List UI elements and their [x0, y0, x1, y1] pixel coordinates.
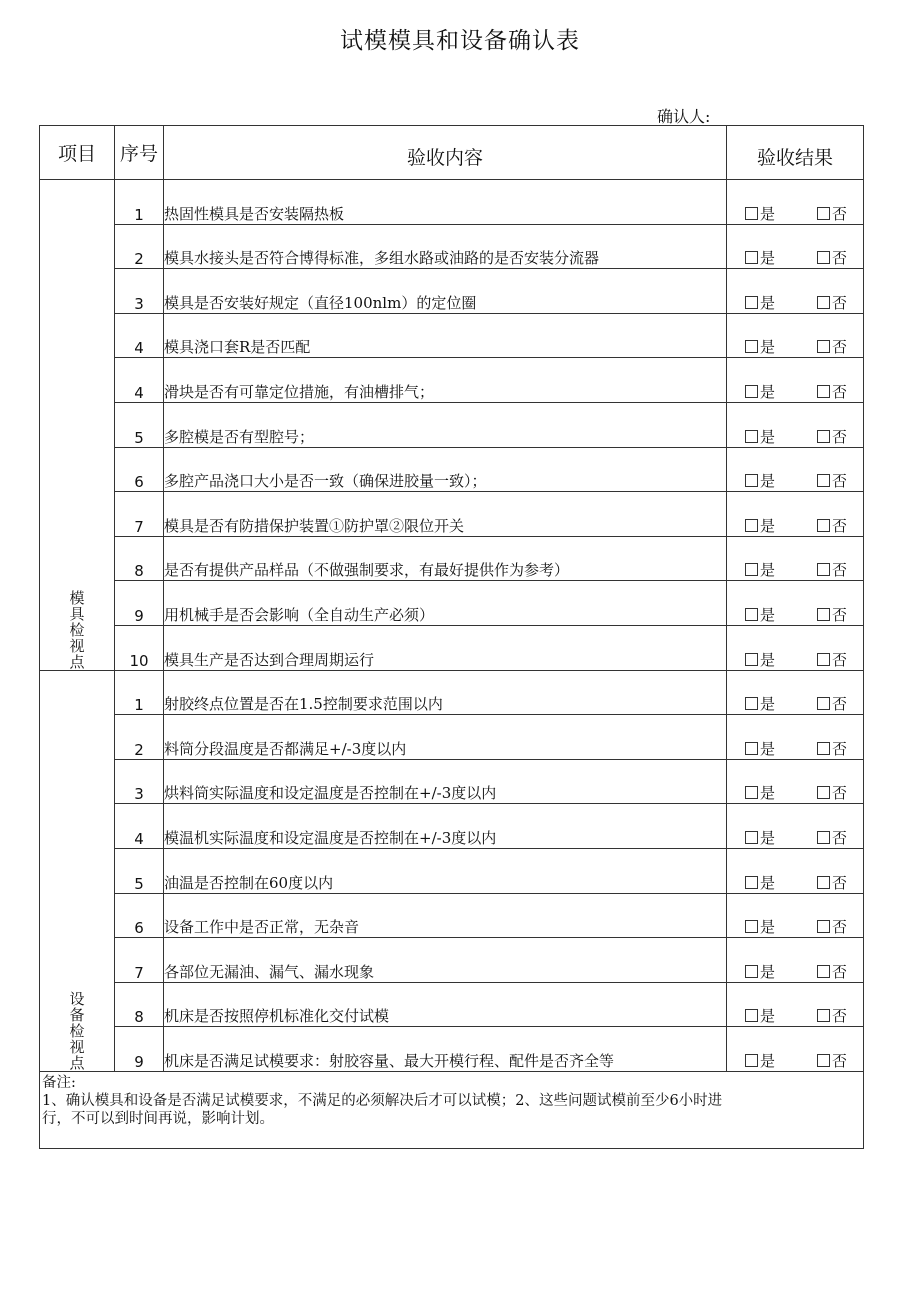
checkbox-icon[interactable] — [745, 831, 758, 844]
row-seq: 4 — [115, 313, 164, 358]
no-label: 否 — [831, 739, 847, 758]
checkbox-icon[interactable] — [745, 563, 758, 576]
row-content: 模具水接头是否符合博得标准，多组水路或油路的是否安装分流器 — [164, 224, 727, 269]
no-label: 否 — [831, 472, 847, 491]
result-options — [727, 1005, 863, 1026]
yes-option[interactable] — [745, 738, 775, 759]
checkbox-icon[interactable] — [817, 430, 830, 443]
checkbox-icon[interactable] — [817, 697, 830, 710]
table-row — [40, 1027, 864, 1072]
yes-option[interactable] — [745, 336, 775, 357]
row-result — [727, 402, 864, 447]
row-seq: 7 — [115, 492, 164, 537]
confirmer-label: 确认人: — [657, 107, 711, 126]
row-content: 油温是否控制在60度以内 — [164, 848, 727, 893]
checkbox-icon[interactable] — [745, 251, 758, 264]
table-row — [40, 224, 864, 269]
table-row — [40, 313, 864, 358]
no-label: 否 — [831, 828, 847, 847]
row-content: 滑块是否有可靠定位措施，有油槽排气； — [164, 358, 727, 403]
row-seq: 10 — [115, 625, 164, 670]
checkbox-icon[interactable] — [817, 563, 830, 576]
checkbox-icon[interactable] — [745, 385, 758, 398]
no-option[interactable] — [817, 738, 847, 759]
yes-option[interactable] — [745, 559, 775, 580]
row-seq: 5 — [115, 402, 164, 447]
header-result: 验收结果 — [727, 126, 864, 180]
yes-option[interactable] — [745, 381, 775, 402]
checkbox-icon[interactable] — [745, 742, 758, 755]
row-result — [727, 269, 864, 314]
no-label: 否 — [831, 605, 847, 624]
table-row — [40, 447, 864, 492]
checkbox-icon[interactable] — [745, 653, 758, 666]
row-result — [727, 848, 864, 893]
result-options — [727, 872, 863, 893]
table-row — [40, 804, 864, 849]
no-option[interactable] — [817, 1005, 847, 1026]
result-options — [727, 782, 863, 803]
table-row — [40, 536, 864, 581]
no-option[interactable] — [817, 515, 847, 536]
yes-label: 是 — [760, 695, 776, 714]
row-result — [727, 358, 864, 403]
row-result — [727, 715, 864, 760]
yes-label: 是 — [760, 204, 776, 223]
checkbox-icon[interactable] — [745, 296, 758, 309]
no-option[interactable] — [817, 426, 847, 447]
no-option[interactable] — [817, 203, 847, 224]
row-content: 设备工作中是否正常，无杂音 — [164, 893, 727, 938]
checkbox-icon[interactable] — [745, 1009, 758, 1022]
checkbox-icon[interactable] — [745, 876, 758, 889]
yes-label: 是 — [760, 427, 776, 446]
checkbox-icon[interactable] — [817, 251, 830, 264]
checkbox-icon[interactable] — [817, 385, 830, 398]
row-seq: 2 — [115, 224, 164, 269]
yes-option[interactable] — [745, 872, 775, 893]
no-option[interactable] — [817, 693, 847, 714]
yes-option[interactable] — [745, 426, 775, 447]
row-content: 料筒分段温度是否都满足+/-3度以内 — [164, 715, 727, 760]
checkbox-icon[interactable] — [817, 474, 830, 487]
checkbox-icon[interactable] — [745, 340, 758, 353]
result-options — [727, 247, 863, 268]
row-seq: 9 — [115, 1027, 164, 1072]
row-seq: 1 — [115, 180, 164, 225]
checkbox-icon[interactable] — [817, 519, 830, 532]
row-result — [727, 1027, 864, 1072]
notes-text: 1、确认模具和设备是否满足试模要求，不满足的必须解决后才可以试模；2、这些问题试模前至少6小时进行，不可以到时间再说，影响计划。 — [42, 1092, 723, 1127]
no-option[interactable] — [817, 649, 847, 670]
table-row — [40, 625, 864, 670]
row-result — [727, 536, 864, 581]
yes-label: 是 — [760, 873, 776, 892]
table-row — [40, 402, 864, 447]
row-result — [727, 492, 864, 537]
row-content: 模温机实际温度和设定温度是否控制在+/-3度以内 — [164, 804, 727, 849]
no-label: 否 — [831, 695, 847, 714]
no-option[interactable] — [817, 292, 847, 313]
result-options — [727, 649, 863, 670]
row-result — [727, 313, 864, 358]
checkbox-icon[interactable] — [745, 474, 758, 487]
row-content: 多腔模是否有型腔号； — [164, 402, 727, 447]
inspection-table — [39, 125, 864, 1149]
no-option[interactable] — [817, 916, 847, 937]
row-content: 模具是否安装好规定（直径100nlm）的定位圈 — [164, 269, 727, 314]
row-seq: 8 — [115, 536, 164, 581]
yes-label: 是 — [760, 1007, 776, 1026]
section-label-text: 模具检视点 — [69, 588, 85, 671]
yes-option[interactable] — [745, 649, 775, 670]
row-content: 模具生产是否达到合理周期运行 — [164, 625, 727, 670]
row-result — [727, 893, 864, 938]
no-option[interactable] — [817, 872, 847, 893]
yes-option[interactable] — [745, 961, 775, 982]
checkbox-icon[interactable] — [745, 786, 758, 799]
no-option[interactable] — [817, 470, 847, 491]
checkbox-icon[interactable] — [817, 786, 830, 799]
checkbox-icon[interactable] — [745, 608, 758, 621]
row-result — [727, 938, 864, 983]
row-content: 射胶终点位置是否在1.5控制要求范围以内 — [164, 670, 727, 715]
yes-label: 是 — [760, 249, 776, 268]
result-options — [727, 559, 863, 580]
row-seq: 8 — [115, 982, 164, 1027]
no-label: 否 — [831, 1007, 847, 1026]
result-options — [727, 426, 863, 447]
section-label-text: 设备检视点 — [69, 989, 85, 1072]
row-seq: 3 — [115, 269, 164, 314]
section-label — [40, 180, 115, 671]
yes-option[interactable] — [745, 470, 775, 491]
checkbox-icon[interactable] — [817, 920, 830, 933]
no-label: 否 — [831, 918, 847, 937]
row-result — [727, 180, 864, 225]
yes-option[interactable] — [745, 292, 775, 313]
yes-option[interactable] — [745, 693, 775, 714]
header-seq: 序号 — [115, 126, 164, 180]
no-label: 否 — [831, 561, 847, 580]
result-options — [727, 515, 863, 536]
row-seq: 4 — [115, 358, 164, 403]
row-seq: 3 — [115, 759, 164, 804]
no-option[interactable] — [817, 604, 847, 625]
yes-option[interactable] — [745, 203, 775, 224]
no-option[interactable] — [817, 1050, 847, 1071]
row-result — [727, 447, 864, 492]
table-row — [40, 893, 864, 938]
row-content: 机床是否按照停机标准化交付试模 — [164, 982, 727, 1027]
row-seq: 1 — [115, 670, 164, 715]
table-row — [40, 581, 864, 626]
yes-label: 是 — [760, 605, 776, 624]
yes-option[interactable] — [745, 1050, 775, 1071]
no-option[interactable] — [817, 961, 847, 982]
row-content: 模具是否有防措保护装置①防护罩②限位开关 — [164, 492, 727, 537]
table-row — [40, 938, 864, 983]
no-option[interactable] — [817, 827, 847, 848]
checkbox-icon[interactable] — [745, 920, 758, 933]
row-content: 烘料筒实际温度和设定温度是否控制在+/-3度以内 — [164, 759, 727, 804]
no-label: 否 — [831, 1051, 847, 1070]
yes-label: 是 — [760, 516, 776, 535]
checkbox-icon[interactable] — [817, 831, 830, 844]
no-label: 否 — [831, 784, 847, 803]
row-content: 热固性模具是否安装隔热板 — [164, 180, 727, 225]
no-label: 否 — [831, 427, 847, 446]
no-label: 否 — [831, 204, 847, 223]
row-result — [727, 224, 864, 269]
checkbox-icon[interactable] — [817, 653, 830, 666]
no-label: 否 — [831, 650, 847, 669]
row-seq: 7 — [115, 938, 164, 983]
row-result — [727, 670, 864, 715]
yes-label: 是 — [760, 338, 776, 357]
result-options — [727, 916, 863, 937]
row-content: 机床是否满足试模要求：射胶容量、最大开模行程、配件是否齐全等 — [164, 1027, 727, 1072]
yes-label: 是 — [760, 918, 776, 937]
no-label: 否 — [831, 249, 847, 268]
yes-label: 是 — [760, 828, 776, 847]
header-content: 验收内容 — [164, 126, 727, 180]
row-result — [727, 625, 864, 670]
yes-label: 是 — [760, 962, 776, 981]
table-row — [40, 180, 864, 225]
yes-label: 是 — [760, 739, 776, 758]
result-options — [727, 470, 863, 491]
checkbox-icon[interactable] — [745, 1054, 758, 1067]
yes-option[interactable] — [745, 515, 775, 536]
notes-row — [40, 1071, 864, 1148]
yes-option[interactable] — [745, 827, 775, 848]
no-label: 否 — [831, 516, 847, 535]
checkbox-icon[interactable] — [817, 742, 830, 755]
section-label — [40, 670, 115, 1071]
no-option[interactable] — [817, 381, 847, 402]
row-content: 用机械手是否会影响（全自动生产必须） — [164, 581, 727, 626]
row-seq: 9 — [115, 581, 164, 626]
result-options — [727, 381, 863, 402]
result-options — [727, 827, 863, 848]
no-label: 否 — [831, 382, 847, 401]
row-seq: 6 — [115, 893, 164, 938]
notes-cell — [40, 1071, 864, 1148]
row-result — [727, 759, 864, 804]
row-content: 多腔产品浇口大小是否一致（确保进胶量一致）； — [164, 447, 727, 492]
table-header-row — [40, 126, 864, 180]
table-row — [40, 358, 864, 403]
yes-label: 是 — [760, 293, 776, 312]
notes-label: 备注: — [42, 1074, 76, 1091]
no-option[interactable] — [817, 336, 847, 357]
table-row — [40, 982, 864, 1027]
no-label: 否 — [831, 962, 847, 981]
row-content: 是否有提供产品样品（不做强制要求，有最好提供作为参考） — [164, 536, 727, 581]
checkbox-icon[interactable] — [817, 608, 830, 621]
table-row — [40, 759, 864, 804]
yes-option[interactable] — [745, 782, 775, 803]
checkbox-icon[interactable] — [745, 697, 758, 710]
checkbox-icon[interactable] — [745, 430, 758, 443]
checkbox-icon[interactable] — [817, 207, 830, 220]
yes-label: 是 — [760, 650, 776, 669]
result-options — [727, 604, 863, 625]
result-options — [727, 203, 863, 224]
checkbox-icon[interactable] — [817, 296, 830, 309]
result-options — [727, 1050, 863, 1071]
yes-option[interactable] — [745, 247, 775, 268]
result-options — [727, 961, 863, 982]
checkbox-icon[interactable] — [817, 965, 830, 978]
row-seq: 6 — [115, 447, 164, 492]
row-content: 各部位无漏油、漏气、漏水现象 — [164, 938, 727, 983]
yes-label: 是 — [760, 382, 776, 401]
no-label: 否 — [831, 338, 847, 357]
no-option[interactable] — [817, 782, 847, 803]
row-result — [727, 804, 864, 849]
row-content: 模具浇口套R是否匹配 — [164, 313, 727, 358]
checkbox-icon[interactable] — [817, 1009, 830, 1022]
table-row — [40, 848, 864, 893]
yes-label: 是 — [760, 784, 776, 803]
table-row — [40, 715, 864, 760]
checkbox-icon[interactable] — [817, 876, 830, 889]
row-seq: 5 — [115, 848, 164, 893]
checkbox-icon[interactable] — [817, 340, 830, 353]
row-seq: 4 — [115, 804, 164, 849]
checkbox-icon[interactable] — [745, 519, 758, 532]
result-options — [727, 292, 863, 313]
result-options — [727, 693, 863, 714]
result-options — [727, 336, 863, 357]
yes-option[interactable] — [745, 916, 775, 937]
checkbox-icon[interactable] — [745, 207, 758, 220]
no-option[interactable] — [817, 559, 847, 580]
table-row — [40, 492, 864, 537]
form-title: 试模模具和设备确认表 — [340, 28, 580, 54]
yes-label: 是 — [760, 561, 776, 580]
result-options — [727, 738, 863, 759]
no-option[interactable] — [817, 247, 847, 268]
row-result — [727, 581, 864, 626]
no-label: 否 — [831, 293, 847, 312]
row-result — [727, 982, 864, 1027]
yes-label: 是 — [760, 1051, 776, 1070]
no-label: 否 — [831, 873, 847, 892]
row-seq: 2 — [115, 715, 164, 760]
checkbox-icon[interactable] — [817, 1054, 830, 1067]
yes-label: 是 — [760, 472, 776, 491]
yes-option[interactable] — [745, 604, 775, 625]
table-row — [40, 269, 864, 314]
yes-option[interactable] — [745, 1005, 775, 1026]
checkbox-icon[interactable] — [745, 965, 758, 978]
header-item: 项目 — [40, 126, 115, 180]
table-row — [40, 670, 864, 715]
